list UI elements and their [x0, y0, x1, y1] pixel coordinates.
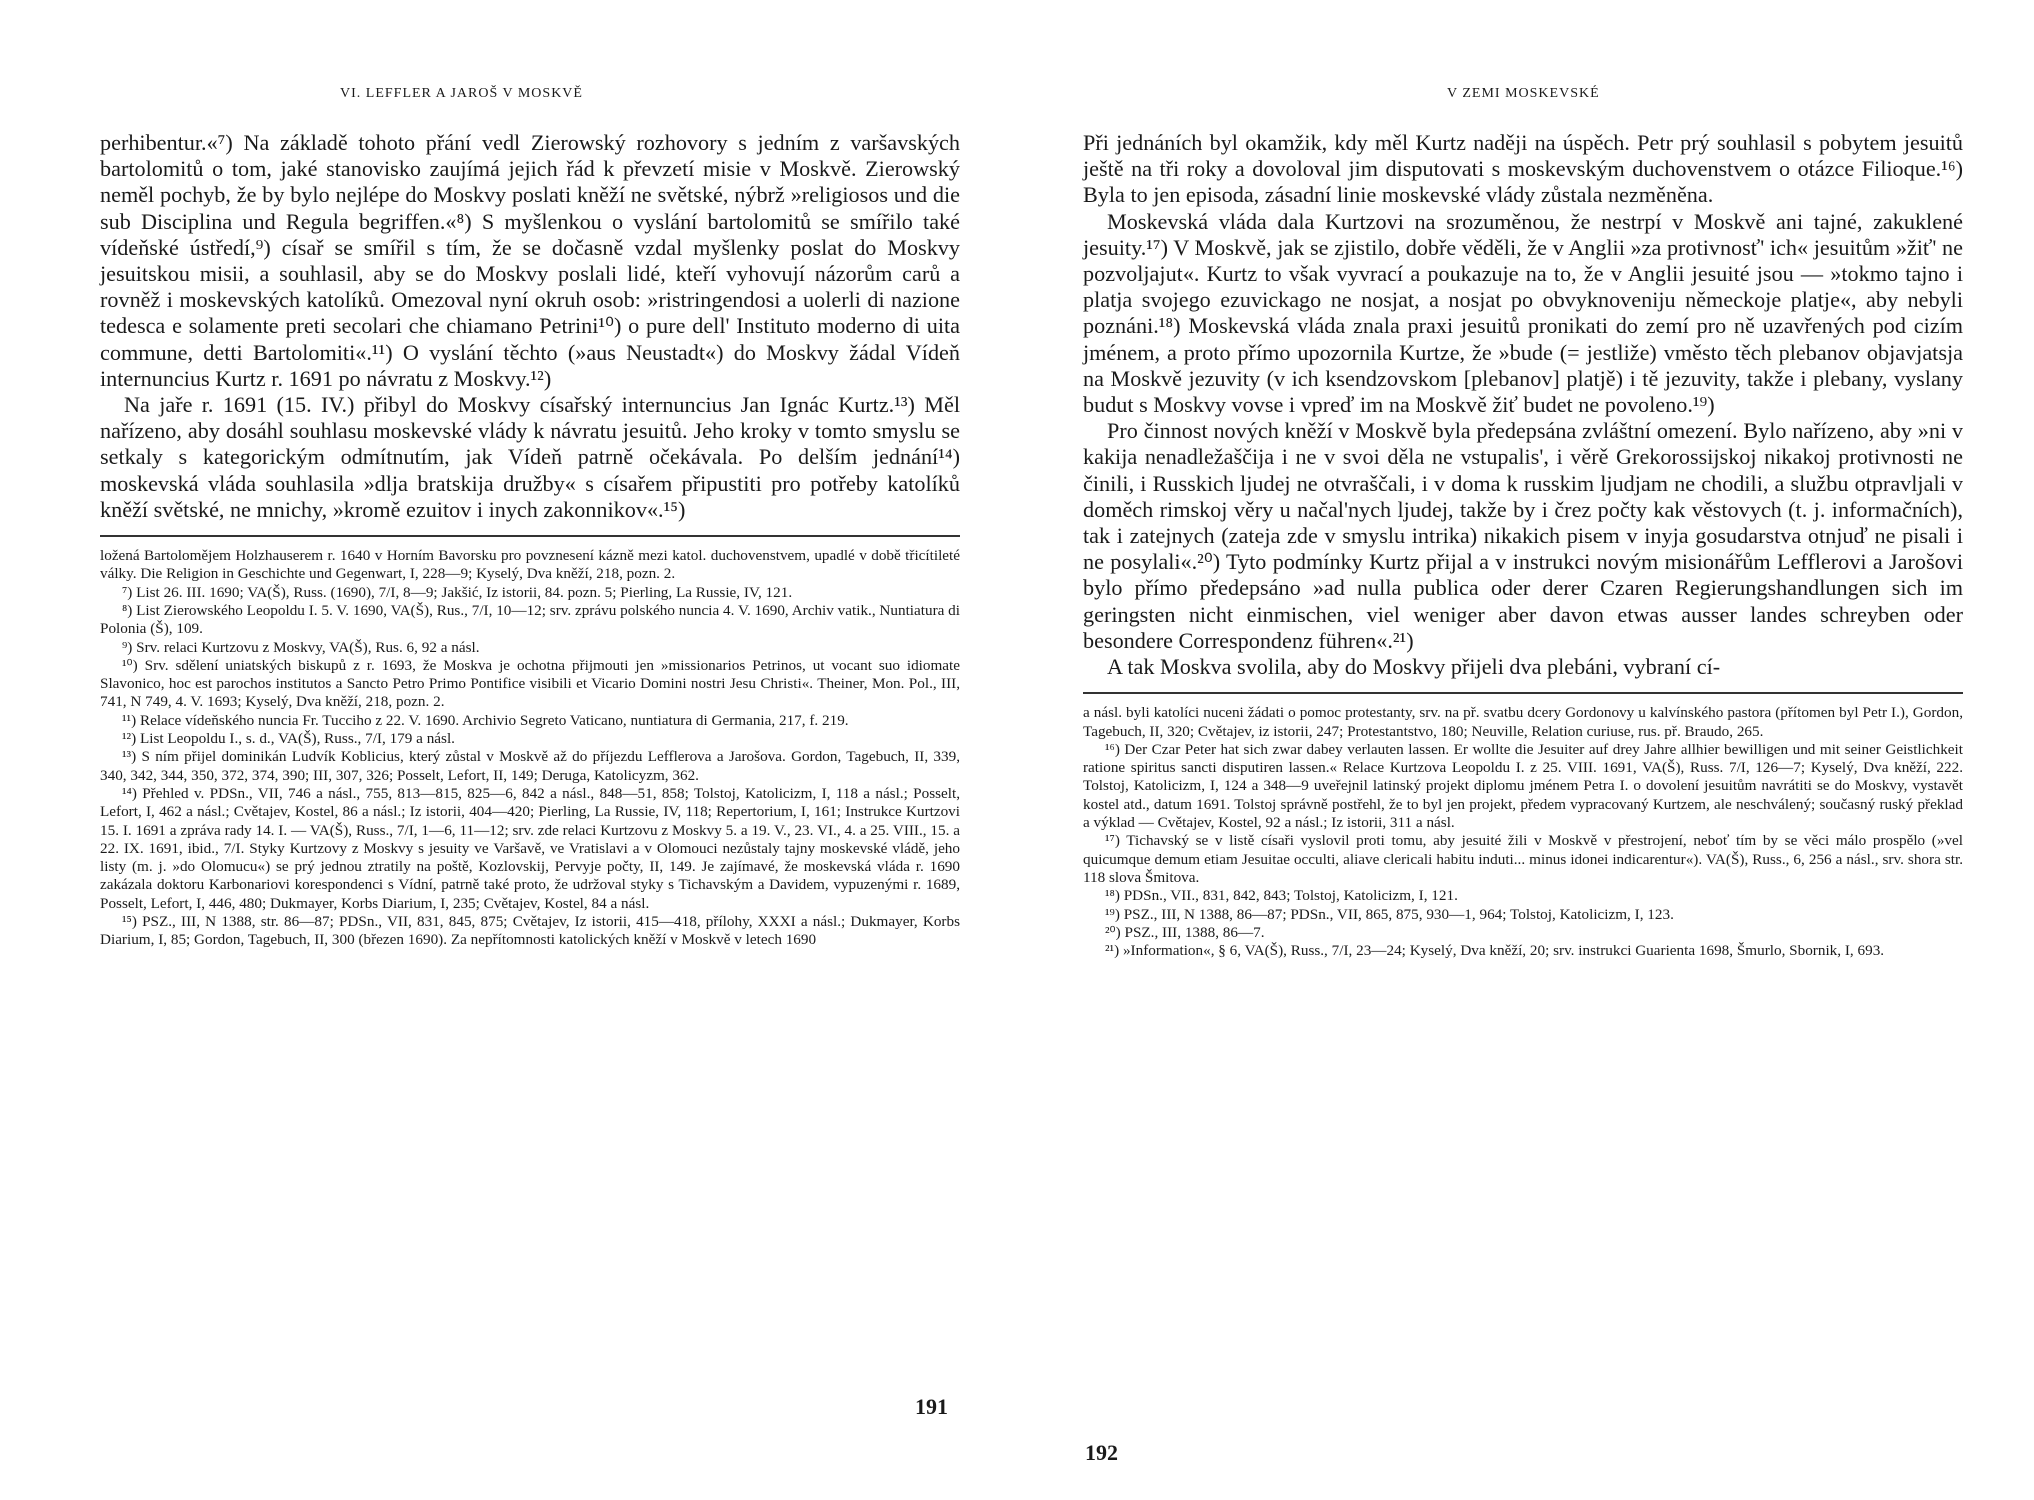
footnote: ložená Bartolomějem Holzhauserem r. 1640 v Horním Bavorsku pro povznesení kázně mezi katol. duchovenstvem, upadlé v době třicítileté války. Die Religion in Geschichte und Gegenwart, I, 228—9; Kyselý, Dva kněží, 218, pozn. 2.	[100, 547, 960, 583]
paragraph: Na jaře r. 1691 (15. IV.) přibyl do Moskvy císařský internuncius Jan Ignác Kurtz.¹³) Měl nařízeno, aby dosáhl souhlasu moskevské vlády k návratu jesuitů. Jeho kroky v tomto smyslu se setkaly s kategorickým odmítnutím, jak Vídeň patrně očekávala. Po delším jednání¹⁴) moskevská vláda souhlasila »dlja bratskija družby« s císařem připustiti pro potřeby katolíků kněží světské, ne mnichy, »kromě ezuitov i inych zakonnikov«.¹⁵)	[100, 392, 960, 522]
running-header: VI. LEFFLER A JAROŠ V MOSKVĚ	[340, 86, 583, 101]
paragraph: perhibentur.«⁷) Na základě tohoto přání vedl Zierowský rozhovory s jedním z varšavských bartolomitů o tom, jaké stanovisko zaujímá jejich řád k převzetí misie v Moskvě. Zierowský neměl pochyb, že by bylo nejlépe do Moskvy poslati kněží ne světské, nýbrž »religiosos und die sub Disciplina und Regula begriffen.«⁸) S myšlenkou o vyslání bartolomitů se smířilo také vídeňské ústředí,⁹) císař se smířil s tím, že se dočasně vzdal myšlenky poslat do Moskvy jesuitskou misii, a souhlasil, aby se do Moskvy poslali lidé, kteří vyhovují názorům carů a rovněž i moskevských katolíků. Omezoval nyní okruh osob: »ristringendosi a uolerli di nazione tedesca e solamente preti secolari che chiamano Petrini¹⁰) o pure dell' Instituto moderno di uita commune, detti Bartolomiti«.¹¹) O vyslání těchto (»aus Neustadt«) do Moskvy žádal Vídeň internuncius Kurtz r. 1691 po návratu z Moskvy.¹²)	[100, 130, 960, 391]
text-column	[100, 130, 960, 950]
footnotes	[100, 547, 960, 950]
footnote: ¹⁸) PDSn., VII., 831, 842, 843; Tolstoj, Katolicizm, I, 121.	[1105, 887, 1458, 905]
page-number: 192	[1085, 1440, 1118, 1465]
footnote: ²⁰) PSZ., III, 1388, 86—7.	[1105, 923, 1265, 941]
paragraph: A tak Moskva svolila, aby do Moskvy přijeli dva plebáni, vybraní cí-	[1107, 654, 1721, 680]
running-header: V ZEMI MOSKEVSKÉ	[1447, 86, 1600, 101]
footnote: ¹⁶) Der Czar Peter hat sich zwar dabey verlauten lassen. Er wollte die Jesuiter auf drey Jahre allhier bewilligen und mit seiner Geistlichkeit ratione spiritus sancti disputiren lassen.« Relace Kurtzova Leopoldu I. z 25. VIII. 1691, VA(Š), Russ. 7/I, 126—7; Kyselý, Dva kněží, 222. Tolstoj, Katolicizm, I, 124 a 348—9 uveřejnil latinský projekt diplomu jménem Petra I. o dovolení jesuitům navrátiti se do Moskvy, vystavět kostel atd., datum 1691. Tolstoj správně postřehl, že to byl jen projekt, předem vypracovaný Kurtzem, ale neschválený; současný ruský překlad a výklad — Cvětajev, Kostel, 92 a násl.; Iz istorii, 311 a násl.	[1083, 740, 1963, 832]
footnote: a násl. byli katolíci nuceni žádati o pomoc protestanty, srv. na př. svatbu dcery Gordonovy u kalvínského pastora (přítomen byl Petr I.), Gordon, Tagebuch, II, 320; Cvětajev, iz istorii, 247; Protestantstvo, 180; Neuville, Relation curiuse, rus. př. Braudo, 265.	[1083, 704, 1963, 740]
footnote: ¹²) List Leopoldu I., s. d., VA(Š), Russ., 7/I, 179 a násl.	[122, 730, 455, 748]
footnote: ¹⁰) Srv. sdělení uniatských biskupů z r. 1693, že Moskva je ochotna přijmouti jen »missionarios Petrinos, ut vocant suo idiomate Slavonico, hoc est parochos institutos a Sancto Petro Primo Pontifice visibili et Vicario Domini nostri Jesu Christi«. Theiner, Mon. Pol., III, 741, N 749, 4. V. 1693; Kyselý, Dva kněží, 218, pozn. 2.	[100, 656, 960, 711]
main-text	[100, 130, 960, 523]
paragraph: Moskevská vláda dala Kurtzovi na srozuměnou, že nestrpí v Moskvě ani tajné, zakuklené jesuity.¹⁷) V Moskvě, jak se zjistilo, dobře věděli, že v Anglii »za protivnosť' ich« jesuitům »žiť' ne pozvoljajut«. Kurtz to však vyvrací a poukazuje na to, že v Anglii jesuité jsou — »tokmo tajno i platja svojego ezuvickago ne nosjat, a nosjat po obvyknoveniju německoje platje«, aby nebyli poznáni.¹⁸) Moskevská vláda znala praxi jesuitů pronikati do zemí pro ně uzavřených pod cizím jménem, a proto přímo upozornila Kurtze, že »bude (= jestliže) vměsto těch plebanov objavjatsja na Moskvě jezuvity (v ich ksendzovskom [plebanov] platjě) i tě jezuvity, takže i plebany, vyslany budut s Moskvy vovse i vpreď im na Moskvě žiť budet ne povoleno.¹⁹)	[1083, 208, 1963, 418]
footnote: ⁷) List 26. III. 1690; VA(Š), Russ. (1690), 7/I, 8—9; Jakšić, Iz istorii, 84. pozn. 5; Pierling, La Russie, IV, 121.	[122, 583, 793, 601]
footnote-divider	[1083, 692, 1963, 694]
footnote: ²¹) »Information«, § 6, VA(Š), Russ., 7/I, 23—24; Kyselý, Dva kněží, 20; srv. instrukci Guarienta 1698, Šmurlo, Sbornik, I, 693.	[1105, 942, 1885, 960]
footnote: ¹⁹) PSZ., III, N 1388, 86—87; PDSn., VII, 865, 875, 930—1, 964; Tolstoj, Katolicizm, I, 123.	[1105, 905, 1674, 923]
footnote: ⁸) List Zierowského Leopoldu I. 5. V. 1690, VA(Š), Rus., 7/I, 10—12; srv. zprávu polského nuncia 4. V. 1690, Archiv vatik., Nuntiatura di Polonia (Š), 109.	[100, 601, 960, 638]
footnote: ⁹) Srv. relaci Kurtzovu z Moskvy, VA(Š), Rus. 6, 92 a násl.	[122, 638, 480, 656]
right-page	[1017, 0, 2034, 1500]
main-text	[1083, 130, 1963, 680]
footnote: ¹⁷) Tichavský se v listě císaři vyslovil proti tomu, aby jesuité žili v Moskvě v přestrojení, neboť tím by se věci málo prospělo (»vel quicumque demum etiam Jesuitae occulti, aliave clericali habitu induti... minus idonei indicarentur«). VA(Š), Russ., 6, 256 a násl., srv. shora str. 118 slova Šmitova.	[1083, 832, 1963, 886]
footnote: ¹¹) Relace vídeňského nuncia Fr. Tucciho z 22. V. 1690. Archivio Segreto Vaticano, nuntiatura di Germania, 217, f. 219.	[122, 711, 849, 729]
footnotes	[1083, 704, 1963, 960]
footnote-divider	[100, 535, 960, 537]
footnote: ¹⁵) PSZ., III, N 1388, str. 86—87; PDSn., VII, 831, 845, 875; Cvětajev, Iz istorii, 415—418, přílohy, XXXI a násl.; Dukmayer, Korbs Diarium, I, 85; Gordon, Tagebuch, II, 300 (březen 1690). Za nepřítomnosti katolických kněží v Moskvě v letech 1690	[100, 912, 960, 949]
footnote: ¹⁴) Přehled v. PDSn., VII, 746 a násl., 755, 813—815, 825—6, 842 a násl., 848—51, 858; Tolstoj, Katolicizm, I, 118 a násl.; Posselt, Lefort, I, 462 a násl.; Cvětajev, Kostel, 86 a násl.; Iz istorii, 404—420; Pierling, La Russie, IV, 118; Repertorium, I, 161; Instrukce Kurtzovi 15. I. 1691 a zpráva rady 14. I. — VA(Š), Russ., 7/I, 1—6, 11—12; srv. zde relaci Kurtzovu z Moskvy 5. a 19. V., 23. VI., 4. a 25. VIII., 15. a 22. IX. 1691, ibid., 7/I. Styky Kurtzovy z Moskvy s jesuity ve Varšavě, ve Vratislavi a v Olomouci nezůstaly tajny moskevské vládě, jeho listy (m. j. »do Olomucu«) se prý jednou ztratily na poště, Kozlovskij, Pervyje počty, II, 149. Je zajímavé, že moskevská vláda r. 1690 zakázala doktoru Karbonariovi korespondenci s Vídní, patrně také proto, že udržoval styky s Tichavským a Davidem, vypuzenými r. 1689, Posselt, Lefort, I, 446, 480; Dukmayer, Korbs Diarium, I, 235; Cvětajev, Kostel, 84 a násl.	[100, 784, 960, 912]
page-number: 191	[915, 1394, 948, 1419]
text-column	[1083, 130, 1963, 960]
paragraph: Pro činnost nových kněží v Moskvě byla předepsána zvláštní omezení. Bylo nařízeno, aby »ni v kakija nenadležaščija i ne v svoi děla ne vstupalis', i věrě Grekorossijskoj nikakoj protivnosti ne činili, i Russkich ljudej ne otvraščali, i v doma k russkim ljudjam ne chodili, a službu otpravljali v doměch rimskoj věry u načal'nych ljudej, takže by i črez počty kak věstovych (t. j. informačních), tak i zatejnych (zateja zde v smyslu intrika) nikakich pisem v inyja gosudarstva otnjuď ne pisali i ne posylali«.²⁰) Tyto podmínky Kurtz přijal a v instrukci novým misionářům Lefflerovi a Jarošovi bylo přímo předepsáno »ad nulla publica oder derer Czaren Regierungshandlungen sich im geringsten nicht einmischen, viel weniger aber davon etwas ausser landes schreyben oder besondere Correspondenz führen«.²¹)	[1083, 418, 1963, 653]
footnote: ¹³) S ním přijel dominikán Ludvík Koblicius, který zůstal v Moskvě až do příjezdu Lefflerova a Jarošova. Gordon, Tagebuch, II, 339, 340, 342, 344, 350, 372, 374, 390; III, 307, 326; Posselt, Lefort, II, 149; Deruga, Katolicyzm, 362.	[100, 748, 960, 784]
paragraph: Při jednáních byl okamžik, kdy měl Kurtz naději na úspěch. Petr prý souhlasil s pobytem jesuitů ještě na tři roky a dovoloval jim disputovati s moskevským duchovenstvem o otázce Filioque.¹⁶) Byla to jen episoda, zásadní linie moskevské vlády zůstala nezměněna.	[1083, 130, 1963, 208]
